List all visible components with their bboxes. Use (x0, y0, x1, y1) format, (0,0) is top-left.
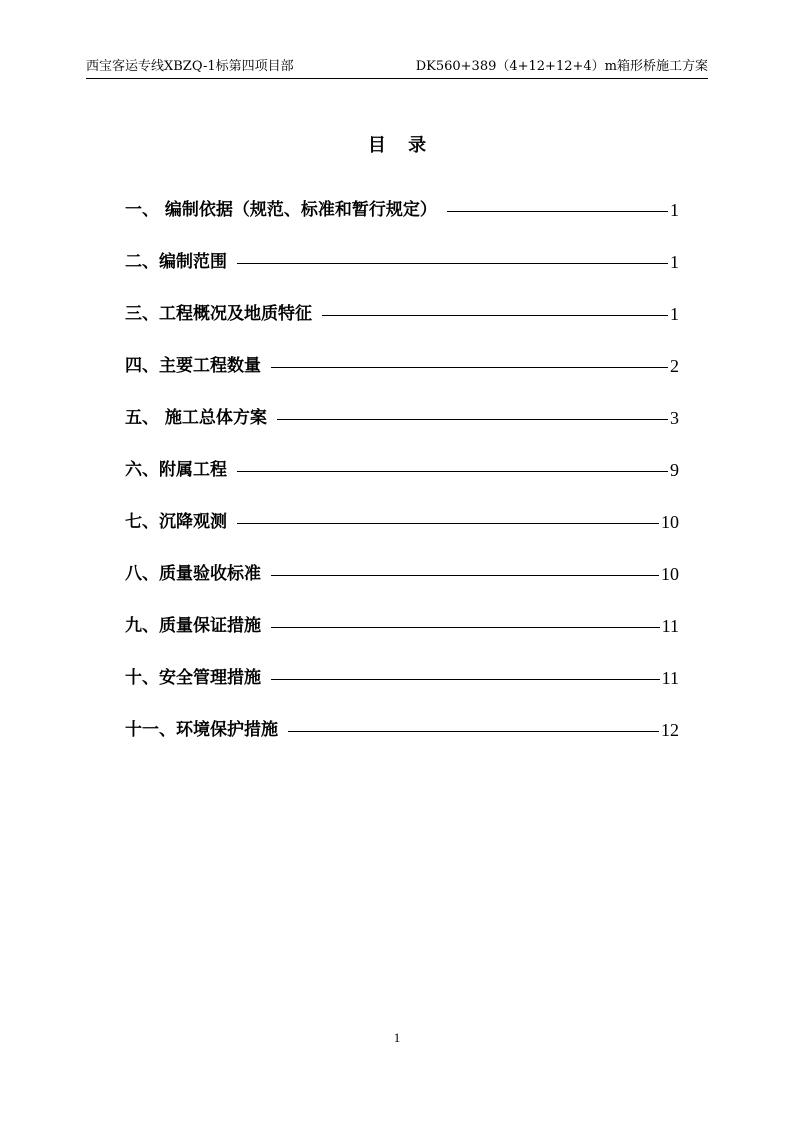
toc-entry[interactable] (125, 600, 679, 652)
toc-entry[interactable] (125, 652, 679, 704)
toc-entry[interactable] (125, 184, 679, 236)
toc-leader-line (322, 315, 668, 316)
toc-entry-label: 五、 施工总体方案 (125, 408, 267, 428)
toc-entry-page: 11 (661, 616, 679, 636)
toc-entry-label: 一、 编制依据（规范、标准和暂行规定） (125, 200, 437, 220)
toc-entry-label: 四、主要工程数量 (125, 356, 261, 376)
header-project-name: 西宝客运专线XBZQ-1标第四项目部 (86, 59, 294, 74)
toc-entry-page: 1 (670, 304, 679, 324)
toc-leader-line (271, 575, 659, 576)
toc-entry-label: 六、附属工程 (125, 460, 227, 480)
toc-entry-page: 1 (670, 252, 679, 272)
toc-entry-label: 十、安全管理措施 (125, 668, 261, 688)
header-document-title: DK560+389（4+12+12+4）m箱形桥施工方案 (415, 59, 708, 74)
toc-entry[interactable] (125, 444, 679, 496)
toc-entry[interactable] (125, 288, 679, 340)
toc-leader-line (237, 263, 668, 264)
toc-entry[interactable] (125, 704, 679, 756)
toc-entry[interactable] (125, 340, 679, 392)
toc-entry[interactable] (125, 236, 679, 288)
toc-entry-page: 9 (670, 460, 679, 480)
toc-entry-page: 11 (661, 668, 679, 688)
toc-entry-page: 10 (661, 564, 679, 584)
toc-entry-label: 七、沉降观测 (125, 512, 227, 532)
toc-leader-line (237, 523, 659, 524)
toc-entry-label: 八、质量验收标准 (125, 564, 261, 584)
toc-entry-page: 12 (661, 720, 679, 740)
toc-entry-label: 九、质量保证措施 (125, 616, 261, 636)
toc-entry-label: 三、工程概况及地质特征 (125, 304, 312, 324)
toc-title: 目 录 (367, 135, 435, 156)
toc-entry[interactable] (125, 392, 679, 444)
toc-entry-page: 10 (661, 512, 679, 532)
toc-leader-line (288, 731, 659, 732)
toc-entry-label: 十一、环境保护措施 (125, 720, 278, 740)
toc-entry-label: 二、编制范围 (125, 252, 227, 272)
page-header (86, 58, 708, 79)
toc-leader-line (271, 367, 668, 368)
toc-leader-line (271, 627, 660, 628)
toc-leader-line (447, 211, 668, 212)
toc-leader-line (277, 419, 668, 420)
table-of-contents (125, 184, 679, 756)
toc-leader-line (237, 471, 668, 472)
toc-entry-page: 1 (670, 200, 679, 220)
toc-entry[interactable] (125, 548, 679, 600)
page-number: 1 (393, 1030, 401, 1045)
toc-entry-page: 3 (670, 408, 679, 428)
toc-leader-line (271, 679, 660, 680)
toc-entry[interactable] (125, 496, 679, 548)
toc-entry-page: 2 (670, 356, 679, 376)
